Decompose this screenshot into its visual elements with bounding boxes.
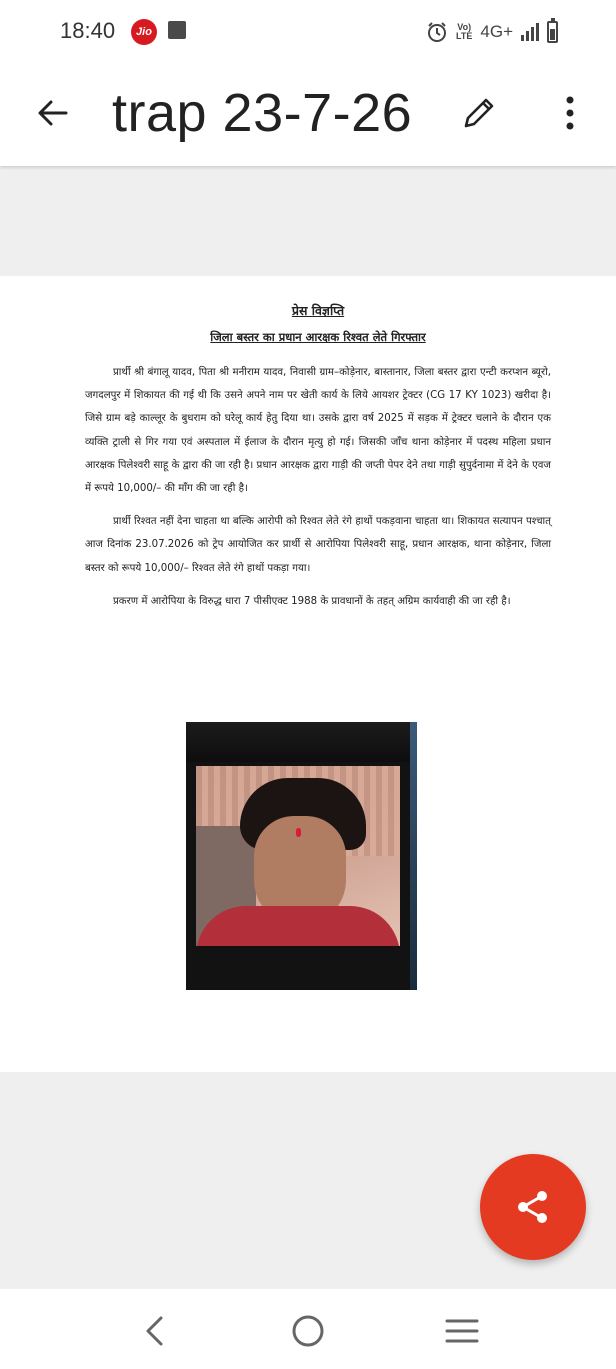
document-content bbox=[85, 302, 551, 623]
more-vert-icon bbox=[565, 96, 575, 130]
back-button[interactable] bbox=[30, 90, 76, 136]
jio-carrier-icon: Jio bbox=[131, 19, 157, 45]
back-arrow-icon bbox=[36, 96, 70, 130]
press-release-heading: प्रेस विज्ञप्ति bbox=[291, 303, 345, 318]
nav-home-icon bbox=[291, 1314, 325, 1348]
system-nav-bar bbox=[0, 1289, 616, 1369]
nav-home-button[interactable] bbox=[288, 1311, 328, 1351]
status-time: 18:40 bbox=[60, 18, 116, 43]
pencil-icon bbox=[459, 93, 499, 133]
document-title: trap 23-7-26 bbox=[112, 83, 413, 143]
press-release-subheading: जिला बस्तर का प्रधान आरक्षक रिश्वत लेते गिरफ्तार bbox=[210, 330, 426, 344]
accused-photo bbox=[186, 722, 417, 990]
share-button[interactable] bbox=[480, 1154, 586, 1260]
alarm-icon bbox=[426, 21, 448, 43]
signal-icon bbox=[521, 23, 539, 41]
paragraph-1: प्रार्थी श्री बंगालू यादव, पिता श्री मनीराम यादव, निवासी ग्राम–कोड़ेनार, बास्तानार, जिला बस्तर द्वारा एन्टी करप्शन ब्यूरो, जगदलपुर में शिकायत की गई थी कि उसने अपने नाम पर खेती कार्य के लिये आयशर ट्रेक्टर (CG 17 KY 1023) खरीदा है। जिसे ग्राम बड़े काल्लूर के बुधराम को घरेलू कार्य हेतु दिया था। उसके द्वारा वर्ष 2025 में सड़क में ट्रेक्टर चलाने के दौरान एक व्यक्ति ट्राली से गिर गया एवं अस्पताल में ईलाज के दौरान मृत्यु हो गई। जिसकी जाँच थाना कोड़ेनार में पदस्थ महिला प्रधान आरक्षक पिलेश्वरी साहू के द्वारा की जा रही है। प्रधान आरक्षक द्वारा गाड़ी की जप्ती पेपर देने तथा गाड़ी सुपुर्दनामा में देने के एवज में रूपये 10,000/– की मॉंग की जा रही है। bbox=[85, 367, 551, 495]
volte-bottom: LTE bbox=[456, 31, 473, 41]
document-page bbox=[0, 276, 616, 1072]
paragraph-2: प्रार्थी रिश्वत नहीं देना चाहता था बल्कि आरोपी को रिश्वत लेते रंगे हाथों पकड़वाना चाहता था। शिकायत सत्यापन पश्चात् आज दिनांक 23.07.2026 को ट्रेप आयोजित कर प्रार्थी से आरोपिया पिलेश्वरी साहू, प्रधान आरक्षक, थाना कोड़ेनार, जिला बस्तर को रूपये 10,000/– रिश्वत लेते रंगे हाथों पकड़ा गया। bbox=[85, 516, 551, 574]
more-options-button[interactable] bbox=[552, 90, 588, 136]
status-bar bbox=[0, 0, 616, 62]
nav-recents-icon bbox=[445, 1317, 479, 1345]
network-type: 4G+ bbox=[480, 22, 513, 41]
nav-back-icon bbox=[142, 1315, 166, 1347]
share-icon bbox=[513, 1187, 553, 1227]
volte-indicator bbox=[456, 23, 472, 41]
app-bar bbox=[0, 62, 616, 166]
nav-recents-button[interactable] bbox=[442, 1311, 482, 1351]
paragraph-3: प्रकरण में आरोपिया के विरुद्ध धारा 7 पीसीएक्ट 1988 के प्रावधानों के तहत् अग्रिम कार्यवाही की जा रही है। bbox=[113, 595, 511, 607]
stop-notification-icon bbox=[168, 21, 186, 39]
nav-back-button[interactable] bbox=[134, 1311, 174, 1351]
edit-button[interactable] bbox=[456, 90, 502, 136]
volte-top: Vo) bbox=[457, 22, 472, 32]
battery-icon bbox=[547, 21, 558, 43]
status-icons bbox=[426, 18, 558, 46]
